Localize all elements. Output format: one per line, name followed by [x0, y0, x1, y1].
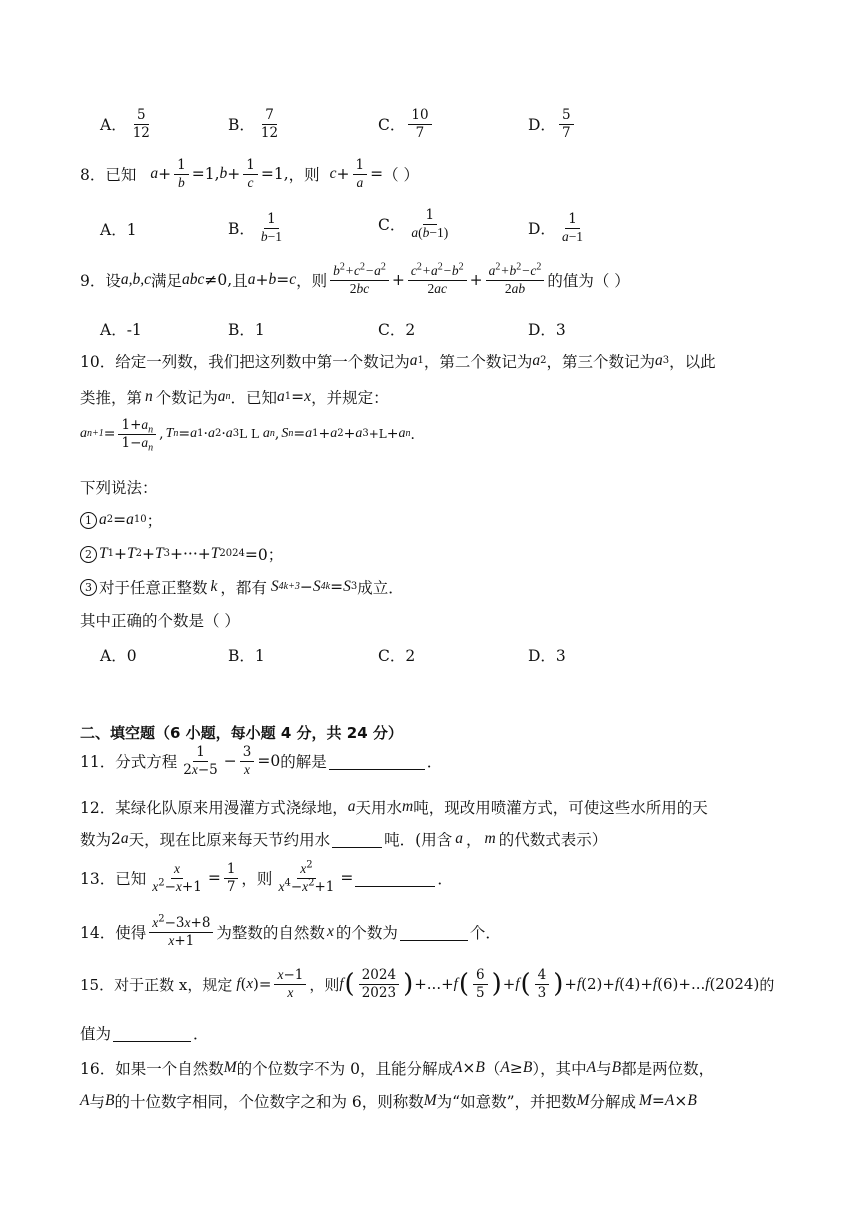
q10-line1: 10．给定一列数，我们把这列数中第一个数记为 a 1 ，第二个数记为 a 2 ，第三个数记为 a 3 ，以此 — [80, 352, 716, 371]
q10-option-b: B．1 — [228, 647, 265, 665]
q9-option-a: A．-1 — [100, 321, 142, 339]
q8-option-c: C． $\frac{1}{a(b-1)}$ — [378, 207, 449, 240]
q11-answer-blank[interactable] — [329, 753, 425, 770]
q9-option-b: B．1 — [228, 321, 265, 339]
q12-answer-blank[interactable] — [332, 831, 382, 848]
q15-stem: 15．对于正数 x，规定 f ( x )= $\frac{x-1}{x}$ ，则 f ( $\frac{2024}{2023}$ ) +...+ f ( $\frac{6}{5}$ ) + f ( $\frac{4}{3}$ ) + f (2)+ f (4)+ f (6)+... f (2024) 的 — [80, 967, 775, 1001]
q9-option-d: D．3 — [528, 321, 566, 339]
q10-statement-3: 3 对于任意正整数 k ，都有 S 4k+3 − S 4k = S 3 成立． — [80, 576, 404, 598]
q9-option-c: C．2 — [378, 321, 416, 339]
q15-line2: 值为 ． — [80, 1025, 209, 1043]
q10-line2: 类推，第 n 个数记为 a n ．已知 a 1 = x ，并规定： — [80, 388, 389, 407]
q9-stem: 9．设 a,b,c 满足 abc ≠0, 且 a + b = c ，则 $\frac{b^2+c^2-a^2}{2bc}$ + $\frac{c^2+a^2-b^2}{2ac}$ + $\frac{a^2+b^2-c^2}{2ab}$ 的值为（ ） — [80, 261, 630, 296]
q10-question: 其中正确的个数是（ ） — [80, 612, 240, 630]
q10-formula: a n+1 = $\frac{1+a_n}{1-a_n}$ , T n = a 1 · a 2 · a 3 L L a n , S n = a 1 + a 2 + a 3 +L + a n ． — [80, 417, 425, 454]
q8-option-a: A．1 — [100, 221, 137, 239]
q12-line1: 12．某绿化队原来用漫灌方式浇绿地， a 天用水 m 吨，现改用喷灌方式，可使这些水所用的天 — [80, 798, 708, 817]
q15-answer-blank[interactable] — [113, 1025, 191, 1042]
q10-option-d: D．3 — [528, 647, 566, 665]
q8-option-b: B． $\frac{1}{b-1}$ — [228, 211, 283, 244]
q10-statement-2: 2 T 1 + T 2 + T 3 +···+ T 2024 =0； — [80, 543, 283, 565]
q13-answer-blank[interactable] — [355, 870, 435, 887]
q16-line1: 16．如果一个自然数 M 的个位数字不为 0，且能分解成 A × B （ A ≥ B ），其中 A 与 B 都是两位数， — [80, 1059, 715, 1078]
q11-stem: 11．分式方程 $\frac{1}{2x-5}$ − $\frac{3}{x}$ =0 的解是 ． — [80, 744, 443, 778]
q14-stem: 14．使得 $\frac{x^2-3x+8}{x+1}$ 为整数的自然数 x 的个数为 个． — [80, 913, 501, 949]
q7-option-a: A． $\frac{5}{12}$ — [100, 107, 150, 141]
q12-line2: 数为 2 a 天，现在比原来每天节约用水 吨．(用含 a ， m 的代数式表示） — [80, 830, 608, 849]
q7-option-b: B． $\frac{7}{12}$ — [228, 107, 279, 141]
q14-answer-blank[interactable] — [400, 924, 468, 941]
section-title-fill-in: 二、填空题（6 小题，每小题 4 分，共 24 分） — [80, 724, 403, 742]
q13-stem: 13．已知 $\frac{x}{x^2-x+1}$ = $\frac{1}{7}$ ，则 $\frac{x^2}{x^4-x^2+1}$ = ． — [80, 859, 453, 895]
q8-stem: 8．已知 a + $\frac{1}{b}$ =1, b + $\frac{1}{c}$ =1, ，则 c + $\frac{1}{a}$ = （ ） — [80, 157, 420, 190]
q10-intro: 下列说法： — [80, 479, 158, 497]
q7-option-d: D． $\frac{5}{7}$ — [528, 108, 577, 141]
q10-option-c: C．2 — [378, 647, 416, 665]
q7-option-c: C． $\frac{10}{7}$ — [378, 108, 435, 141]
q10-option-a: A．0 — [100, 647, 137, 665]
q8-option-d: D． $\frac{1}{a-1}$ — [528, 211, 584, 244]
q16-line2: A 与 B 的十位数字相同，个位数字之和为 6，则称数 M 为“如意数”，并把数 M 分解成 M = A × B — [80, 1092, 697, 1111]
q10-statement-1: 1 a 2 = a 10 ； — [80, 509, 162, 531]
